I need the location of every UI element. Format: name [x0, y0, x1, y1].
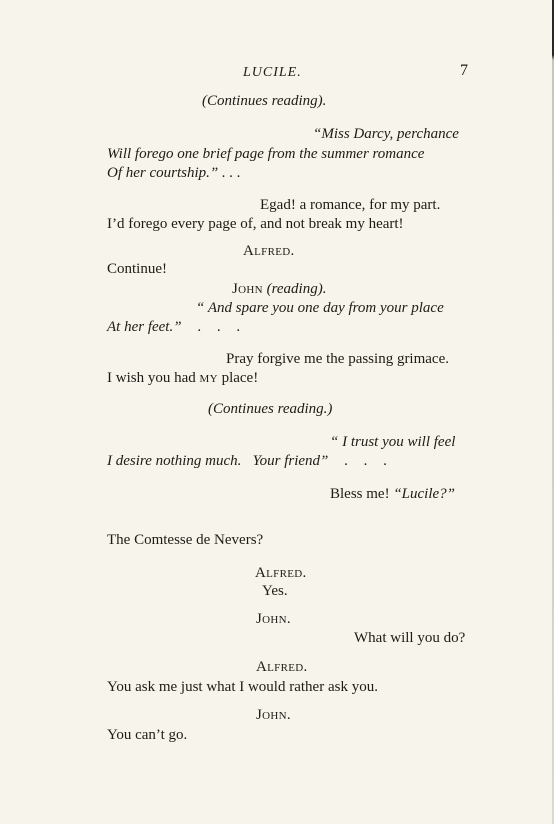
running-title: LUCILE. — [243, 65, 302, 80]
verse-fragment: place! — [221, 370, 259, 386]
letter-line: “ I trust you will feel — [330, 434, 456, 450]
speaker-name: John. — [256, 611, 291, 627]
verse-line: What will you do? — [354, 630, 466, 646]
verse-line: Yes. — [262, 583, 288, 599]
verse-line: You ask me just what I would rather ask you. — [107, 679, 378, 695]
speaker-name: Alfred. — [255, 565, 307, 581]
verse-line: The Comtesse de Nevers? — [107, 532, 264, 548]
letter-fragment: I desire nothing much. Your friend” — [107, 453, 329, 469]
letter-line: “Miss Darcy, perchance — [313, 126, 459, 142]
letter-line — [107, 454, 393, 469]
page-number: 7 — [460, 62, 468, 79]
stage-direction: (Continues reading.) — [208, 401, 333, 417]
speaker-heading — [232, 282, 326, 297]
verse-line: Continue! — [107, 261, 167, 277]
verse-line — [330, 487, 455, 502]
ellipsis: . . . — [344, 453, 393, 469]
letter-line: Of her courtship.” . . . — [107, 165, 241, 181]
letter-line — [107, 320, 246, 335]
speaker-name: John. — [256, 707, 291, 723]
emphasis-word: my — [199, 370, 218, 386]
verse-line — [107, 371, 258, 386]
letter-fragment: At her feet.” — [107, 319, 182, 335]
verse-line: You can’t go. — [107, 727, 188, 743]
stage-direction: (Continues reading). — [202, 93, 327, 109]
verse-fragment: Bless me! — [330, 486, 390, 502]
verse-line: I’d forego every page of, and not break my heart! — [107, 216, 404, 232]
speaker-name: Alfred. — [256, 659, 308, 675]
speaker-name: Alfred. — [243, 243, 295, 259]
verse-fragment: I wish you had — [107, 370, 196, 386]
stage-direction: (reading). — [266, 281, 327, 297]
verse-line: Egad! a romance, for my part. — [260, 197, 441, 213]
verse-line: Pray forgive me the passing grimace. — [226, 351, 449, 367]
letter-line: Will forego one brief page from the summer romance — [107, 146, 425, 162]
ellipsis: . . . — [197, 319, 247, 335]
quoted-name: “Lucile?” — [393, 486, 456, 502]
speaker-name: John — [232, 281, 263, 297]
letter-line: “ And spare you one day from your place — [196, 300, 444, 316]
